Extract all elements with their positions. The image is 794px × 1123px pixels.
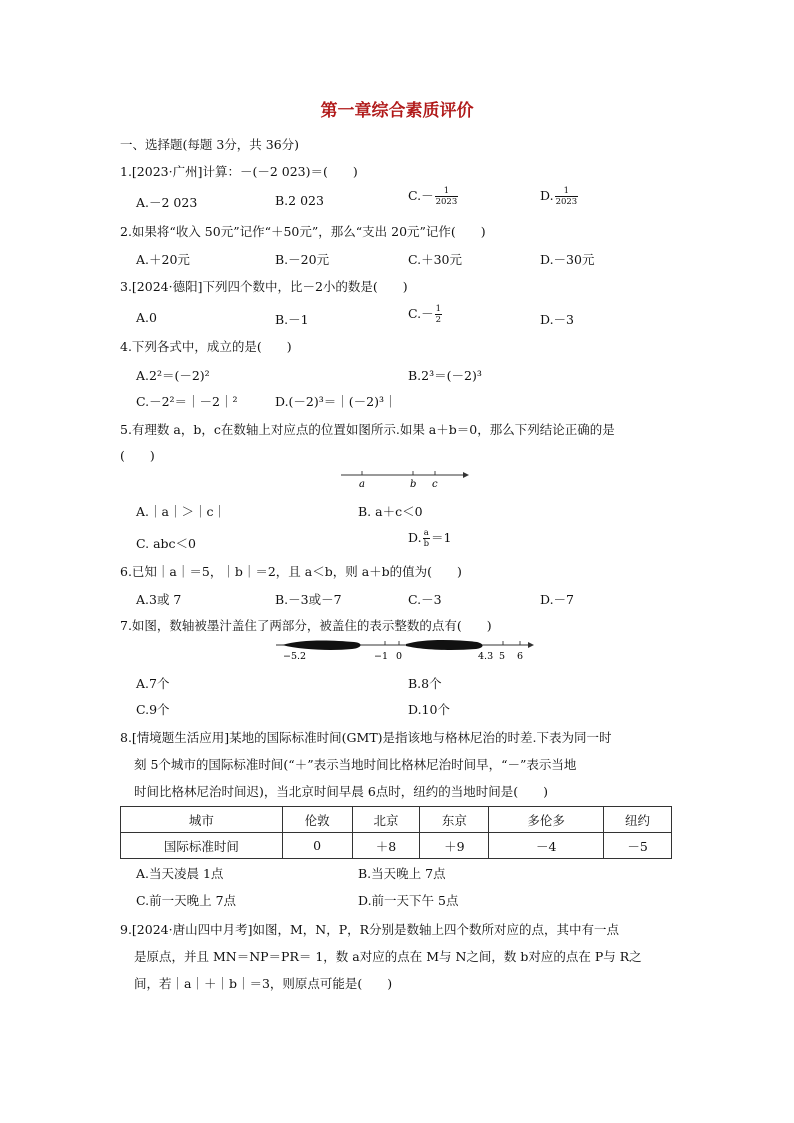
q6-option-d[interactable]: D.－7	[540, 592, 575, 607]
q8-option-d[interactable]: D.前一天下午 5点	[358, 893, 459, 908]
q3-option-d[interactable]: D.－3	[540, 312, 575, 327]
fraction-denominator: b	[423, 539, 430, 549]
table-header-cell: 城市	[121, 807, 283, 833]
q7-option-d[interactable]: D.10个	[408, 702, 450, 717]
fraction-denominator: 2023	[435, 197, 458, 207]
ink-blot-left-icon	[282, 640, 361, 650]
table-cell: 国际标准时间	[121, 833, 283, 859]
table-header-cell: 纽约	[604, 807, 672, 833]
axis-label-a: a	[359, 479, 365, 490]
question-6-stem: 6.已知｜a｜＝5，｜b｜＝2，且 a＜b，则 a＋b的值为( )	[120, 564, 462, 579]
q2-option-c[interactable]: C.＋30元	[408, 252, 462, 267]
question-5-stem: 5.有理数 a，b，c在数轴上对应点的位置如图所示.如果 a＋b＝0，那么下列结论正确的是	[120, 422, 615, 437]
q6-option-b[interactable]: B.－3或－7	[275, 592, 342, 607]
q2-option-d[interactable]: D.－30元	[540, 252, 595, 267]
table-cell: ＋9	[420, 833, 489, 859]
q1-option-d-fraction	[555, 186, 579, 207]
question-9-line-2: 是原点，并且 MN＝NP＝PR＝ 1，数 a对应的点在 M与 N之间，数 b对应的点在 P与 R之	[134, 949, 642, 964]
q1-option-b[interactable]: B.2 023	[275, 193, 324, 208]
q3-option-a[interactable]: A.0	[136, 310, 157, 325]
axis-arrow-icon	[463, 472, 469, 478]
q5-option-d-suffix: ＝1	[431, 530, 452, 545]
table-header-cell: 多伦多	[489, 807, 604, 833]
q6-option-c[interactable]: C.－3	[408, 592, 442, 607]
question-5-answer-paren: ( )	[120, 448, 155, 463]
q4-option-a[interactable]: A.2²＝(－2)²	[136, 368, 210, 383]
axis-arrow-icon	[528, 642, 534, 648]
axis-label-minus-1: −1	[374, 651, 389, 662]
fraction-numerator: 1	[435, 186, 459, 197]
q4-option-d[interactable]: D.(－2)³＝｜(－2)³｜	[275, 394, 397, 409]
question-7-stem: 7.如图，数轴被墨汁盖住了两部分，被盖住的表示整数的点有( )	[120, 618, 492, 633]
q3-option-c-prefix: C.－	[408, 306, 434, 321]
q5-number-line	[335, 466, 475, 490]
q5-option-d[interactable]	[408, 528, 451, 549]
q7-option-c[interactable]: C.9个	[136, 702, 170, 717]
q1-option-c[interactable]	[408, 186, 459, 207]
table-cell: 0	[282, 833, 352, 859]
q6-option-a[interactable]: A.3或 7	[136, 592, 182, 607]
q4-option-c[interactable]: C.－2²＝｜－2｜²	[136, 394, 238, 409]
axis-label-minus-5-2: −5.2	[283, 651, 307, 662]
gmt-table	[120, 806, 672, 859]
fraction-numerator: 1	[555, 186, 579, 197]
table-cell: －4	[489, 833, 604, 859]
q1-option-d-prefix: D.	[540, 188, 554, 203]
question-2-stem: 2.如果将“收入 50元”记作“＋50元”，那么“支出 20元”记作( )	[120, 224, 486, 239]
q5-option-a[interactable]: A.｜a｜＞｜c｜	[136, 504, 226, 519]
fraction-numerator: 1	[435, 304, 442, 314]
q8-option-b[interactable]: B.当天晚上 7点	[358, 866, 446, 881]
q1-option-d[interactable]	[540, 186, 579, 207]
question-9-line-3: 间，若｜a｜＋｜b｜＝3，则原点可能是( )	[134, 976, 393, 991]
question-3-stem: 3.[2024·德阳]下列四个数中，比－2小的数是( )	[120, 279, 408, 294]
q3-option-b[interactable]: B.－1	[275, 312, 309, 327]
axis-label-c: c	[432, 479, 438, 490]
q3-option-c-fraction	[435, 304, 442, 325]
axis-label-0: 0	[396, 651, 403, 662]
q2-option-b[interactable]: B.－20元	[275, 252, 330, 267]
table-header-cell: 伦敦	[282, 807, 352, 833]
q3-option-c[interactable]	[408, 304, 443, 325]
q1-option-c-prefix: C.－	[408, 188, 434, 203]
q7-option-b[interactable]: B.8个	[408, 676, 442, 691]
axis-label-6: 6	[517, 651, 524, 662]
table-row	[121, 833, 672, 859]
fraction-denominator: 2023	[555, 197, 578, 207]
table-header-row	[121, 807, 672, 833]
q1-option-c-fraction	[435, 186, 459, 207]
table-cell: －5	[604, 833, 672, 859]
section-heading: 一、选择题(每题 3分，共 36分)	[120, 137, 300, 152]
q5-option-c[interactable]: C. abc＜0	[136, 536, 196, 551]
axis-label-4-3: 4.3	[478, 651, 494, 662]
axis-label-b: b	[410, 479, 417, 490]
fraction-numerator: a	[423, 528, 429, 538]
q8-option-a[interactable]: A.当天凌晨 1点	[136, 866, 224, 881]
question-1-stem: 1.[2023·广州]计算：－(－2 023)＝( )	[120, 164, 358, 179]
question-8-line-1: 8.[情境题生活应用]某地的国际标准时间(GMT)是指该地与格林尼治的时差.下表为同一时	[120, 730, 612, 745]
question-8-line-3: 时间比格林尼治时间迟)，当北京时间早晨 6点时，纽约的当地时间是( )	[134, 784, 549, 799]
ink-blot-right-icon	[406, 640, 483, 650]
q8-option-c[interactable]: C.前一天晚上 7点	[136, 893, 237, 908]
q7-option-a[interactable]: A.7个	[136, 676, 170, 691]
table-cell: ＋8	[352, 833, 420, 859]
q5-option-d-prefix: D.	[408, 530, 422, 545]
q5-option-d-fraction	[423, 528, 430, 549]
question-4-stem: 4.下列各式中，成立的是( )	[120, 339, 292, 354]
q2-option-a[interactable]: A.＋20元	[136, 252, 190, 267]
table-header-cell: 东京	[420, 807, 489, 833]
question-9-line-1: 9.[2024·唐山四中月考]如图，M，N，P，R分别是数轴上四个数所对应的点，其中有一点	[120, 922, 620, 937]
table-header-cell: 北京	[352, 807, 420, 833]
question-8-line-2: 刻 5个城市的国际标准时间(“＋”表示当地时间比格林尼治时间早，“－”表示当地	[134, 757, 577, 772]
page-title: 第一章综合素质评价	[320, 101, 474, 121]
q4-option-b[interactable]: B.2³＝(－2)³	[408, 368, 482, 383]
fraction-denominator: 2	[435, 315, 442, 325]
q1-option-a[interactable]: A.－2 023	[136, 195, 198, 210]
q5-option-b[interactable]: B. a＋c＜0	[358, 504, 423, 519]
axis-label-5: 5	[499, 651, 506, 662]
q7-number-line	[272, 636, 540, 664]
